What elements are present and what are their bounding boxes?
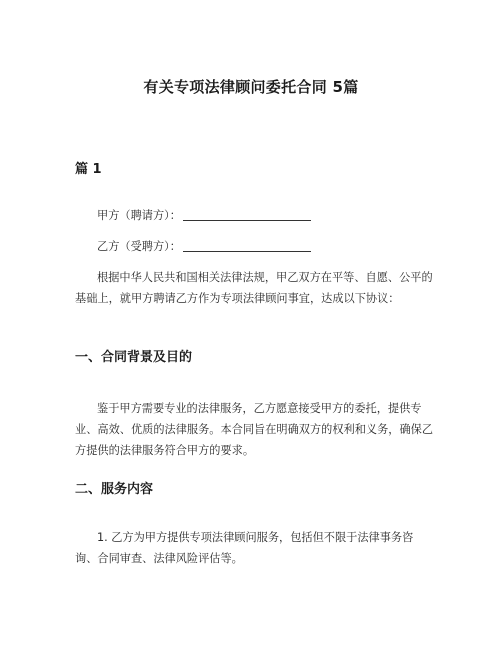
- part-heading: 篇 1: [75, 162, 102, 177]
- party-a-label: 甲方（聘请方）：: [97, 209, 181, 222]
- party-b-label: 乙方（受聘方）：: [97, 240, 181, 253]
- section-body-services: 1. 乙方为甲方提供专项法律顾问服务，包括但不限于法律事务咨询、合同审查、法律风险评估等。: [75, 531, 414, 565]
- party-b-blank: [183, 239, 311, 252]
- section-heading-background: 一、合同背景及目的: [75, 350, 193, 365]
- section-heading-services: 二、服务内容: [75, 482, 154, 497]
- party-a-blank: [183, 208, 311, 221]
- party-b-field: [97, 236, 311, 257]
- party-a-field: [97, 205, 311, 226]
- intro-paragraph: 根据中华人民共和国相关法律法规，甲乙双方在平等、自愿、公平的基础上，就甲方聘请乙方作为专项法律顾问事宜，达成以下协议：: [75, 271, 433, 305]
- document-title: 有关专项法律顾问委托合同 5篇: [143, 78, 359, 96]
- section-body-background: 鉴于甲方需要专业的法律服务，乙方愿意接受甲方的委托，提供专业、高效、优质的法律服务。本合同旨在明确双方的权利和义务，确保乙方提供的法律服务符合甲方的要求。: [75, 402, 434, 457]
